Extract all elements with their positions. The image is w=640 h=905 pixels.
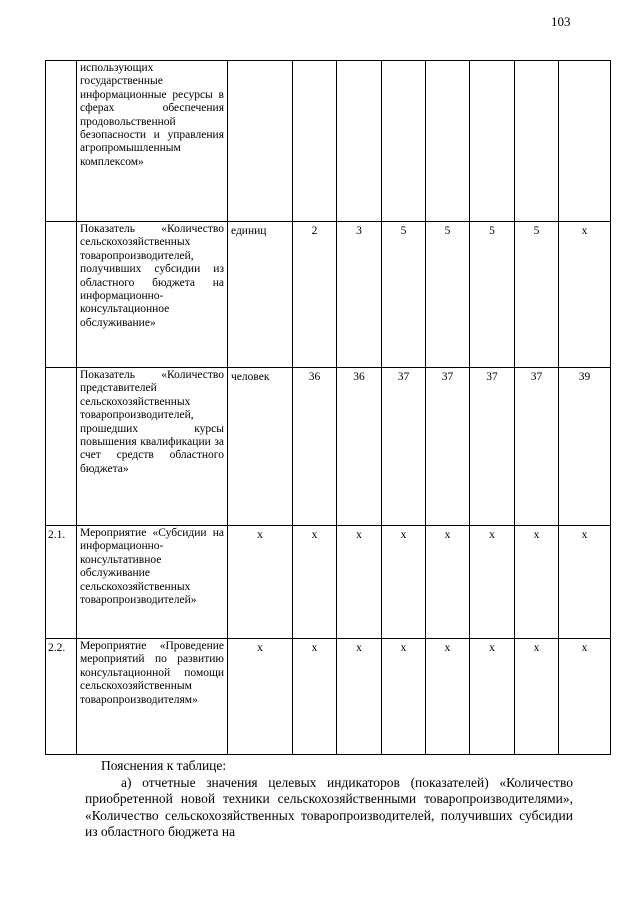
- value-cell: х: [426, 639, 470, 755]
- value-cell: 5: [382, 222, 426, 368]
- value-cell: [470, 61, 515, 222]
- table-notes: [85, 758, 573, 841]
- value-cell: х: [515, 526, 559, 639]
- value-cell: [559, 61, 611, 222]
- notes-paragraph: а) отчетные значения целевых индикаторов (показателей) «Количество приобретенной новой техники сельскохозяйственными товаропроизводителями», «Количество сельскохозяйственных товаропроизводителей, получивших субсидии из областного бюджета на: [85, 774, 573, 840]
- value-cell: х: [559, 526, 611, 639]
- indicator-name: использующих государственные информационные ресурсы в сферах обеспечения продовольственной безопасности и управления агропромышленным комплексом»: [77, 61, 228, 222]
- table-row: [46, 222, 611, 368]
- value-cell: х: [470, 526, 515, 639]
- value-cell: 3: [337, 222, 382, 368]
- value-cell: х: [293, 526, 337, 639]
- value-cell: 36: [337, 368, 382, 526]
- value-cell: 37: [470, 368, 515, 526]
- value-cell: х: [559, 639, 611, 755]
- value-cell: 39: [559, 368, 611, 526]
- indicator-name: Показатель «Количество сельскохозяйственных товаропроизводителей, получивших субсидии из областного бюджета на информационно-консультационное обслуживание»: [77, 222, 228, 368]
- unit-cell: единиц: [228, 222, 293, 368]
- indicator-name: Показатель «Количество представителей сельскохозяйственных товаропроизводителей, прошедших курсы повышения квалификации за счет средств областного бюджета»: [77, 368, 228, 526]
- value-cell: 36: [293, 368, 337, 526]
- value-cell: [293, 61, 337, 222]
- value-cell: х: [426, 526, 470, 639]
- indicator-name: Мероприятие «Проведение мероприятий по развитию консультационной помощи сельскохозяйственным товаропроизводителям»: [77, 639, 228, 755]
- value-cell: 2: [293, 222, 337, 368]
- row-index: [46, 61, 77, 222]
- indicators-table: [45, 60, 611, 755]
- table-row: [46, 526, 611, 639]
- value-cell: [426, 61, 470, 222]
- table-row: [46, 61, 611, 222]
- row-index: 2.1.: [46, 526, 77, 639]
- value-cell: х: [470, 639, 515, 755]
- unit-cell: человек: [228, 368, 293, 526]
- value-cell: [382, 61, 426, 222]
- row-index: [46, 222, 77, 368]
- indicator-name: Мероприятие «Субсидии на информационно-консультативное обслуживание сельскохозяйственных товаропроизводителей»: [77, 526, 228, 639]
- value-cell: 37: [382, 368, 426, 526]
- unit-cell: [228, 61, 293, 222]
- value-cell: 37: [426, 368, 470, 526]
- value-cell: х: [293, 639, 337, 755]
- value-cell: 5: [470, 222, 515, 368]
- value-cell: х: [337, 526, 382, 639]
- value-cell: х: [382, 639, 426, 755]
- table-row: [46, 639, 611, 755]
- value-cell: 5: [515, 222, 559, 368]
- page-number: 103: [551, 14, 571, 29]
- value-cell: [515, 61, 559, 222]
- value-cell: 5: [426, 222, 470, 368]
- value-cell: 37: [515, 368, 559, 526]
- notes-heading: Пояснения к таблице:: [101, 758, 227, 773]
- value-cell: х: [559, 222, 611, 368]
- unit-cell: х: [228, 639, 293, 755]
- row-index: 2.2.: [46, 639, 77, 755]
- table-row: [46, 368, 611, 526]
- unit-cell: х: [228, 526, 293, 639]
- value-cell: х: [337, 639, 382, 755]
- value-cell: х: [515, 639, 559, 755]
- value-cell: [337, 61, 382, 222]
- row-index: [46, 368, 77, 526]
- value-cell: х: [382, 526, 426, 639]
